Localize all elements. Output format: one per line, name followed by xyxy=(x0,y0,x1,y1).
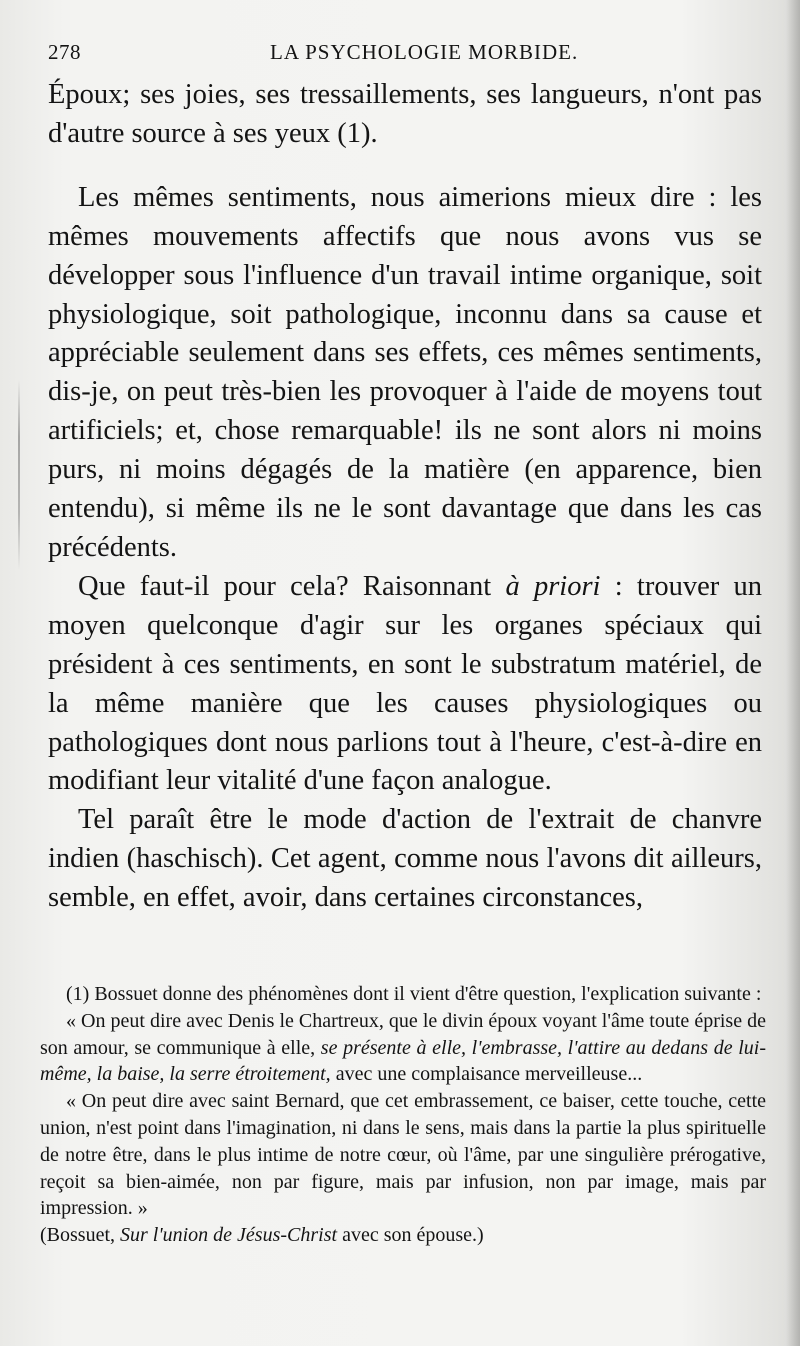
footnote-italic: Sur l'union de Jésus-Christ xyxy=(120,1224,338,1247)
paragraph-text: Que faut-il pour cela? Raisonnant xyxy=(78,570,506,602)
footnote: (1) Bossuet donne des phénomènes dont il vient d'être question, l'explication suivante : xyxy=(66,983,762,1005)
footnote-text: avec son épouse.) xyxy=(337,1224,484,1247)
footnote-quote: « On peut dire avec saint Bernard, que cet embrassement, ce baiser, cette touche, cette union, n'est point dans l'imagination, ni dans le sens, mais dans la partie la plus spirituelle de notre être, dans le plus intime de notre cœur, où l'âme, par une singulière prérogative, reçoit sa bien-aimée, non par figure, mais par infusion, non par image, mais par impression. » xyxy=(40,1090,766,1220)
paragraph: Tel paraît être le mode d'action de l'extrait de chanvre indien (haschisch). Cet agent, comme nous l'avons dit ailleurs, semble, en effet, avoir, dans certaines circonstances, xyxy=(48,804,762,914)
page-number: 278 xyxy=(48,40,81,64)
main-text xyxy=(48,76,762,918)
paragraph-continuation: Époux; ses joies, ses tressaillements, ses langueurs, n'ont pas d'autre source à ses yeux (1). xyxy=(48,79,762,149)
paragraph-text: : trouver un moyen quelconque d'agir sur les organes spéciaux qui président à ces sentiments, en sont le substratum matériel, de la même manière que les causes physiologiques ou pathologiques dont nous parlions tout à l'heure, c'est-à-dire en modifiant leur vitalité d'une façon analogue. xyxy=(48,570,762,797)
italic-phrase: à priori xyxy=(505,570,601,602)
page-edge-shadow xyxy=(786,0,800,1346)
footnotes xyxy=(40,981,766,1249)
footnote-italic: se présente à elle, l'embrasse, l'attire au dedans de lui-même, la baise, la serre étroitement, xyxy=(40,1036,766,1086)
running-header xyxy=(48,40,760,70)
running-title: LA PSYCHOLOGIE MORBIDE. xyxy=(270,40,579,64)
margin-pencil-mark xyxy=(18,380,20,570)
paragraph xyxy=(48,568,762,801)
footnote-text: (Bossuet, xyxy=(40,1224,120,1247)
footnote-quote xyxy=(40,1008,766,1088)
footnote-text: avec une complaisance merveilleuse... xyxy=(330,1063,643,1086)
footnote-citation xyxy=(40,1222,766,1249)
paragraph: Les mêmes sentiments, nous aimerions mieux dire : les mêmes mouvements affectifs que nous avons vus se développer sous l'influence d'un travail intime organique, soit physiologique, soit pathologique, inconnu dans sa cause et appréciable seulement dans ses effets, ces mêmes sentiments, dis-je, on peut très-bien les provoquer à l'aide de moyens tout artificiels; et, chose remarquable! ils ne sont alors ni moins purs, ni moins dégagés de la matière (en apparence, bien entendu), si même ils ne le sont davantage que dans les cas précédents. xyxy=(48,181,762,563)
footnote-text: « On peut dire avec Denis le Chartreux, que le divin époux voyant l'âme toute éprise de son amour, se communique à elle, xyxy=(40,1009,766,1059)
